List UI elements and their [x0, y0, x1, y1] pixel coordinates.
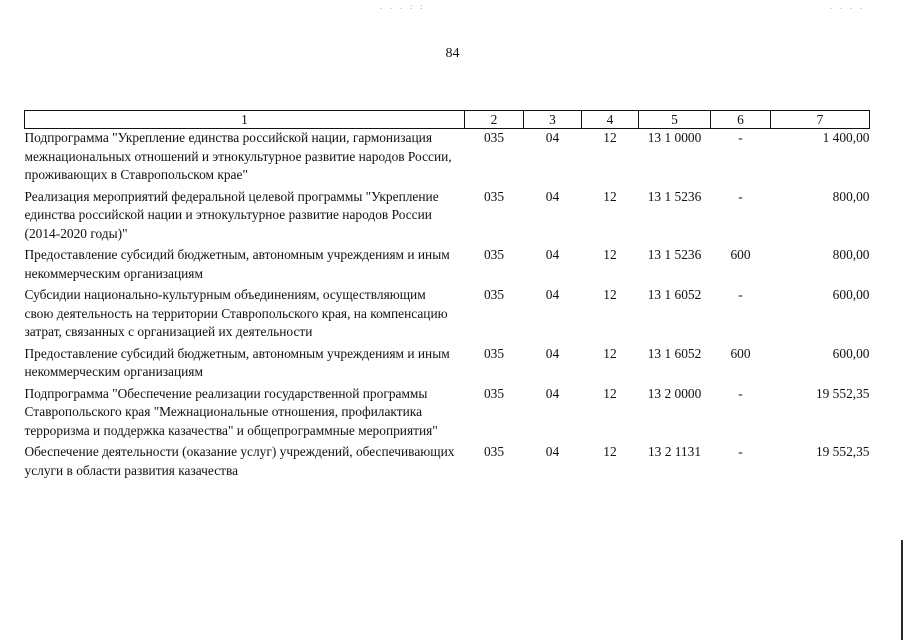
- ministry-code: 035: [483, 345, 505, 361]
- budget-table: [24, 110, 870, 483]
- ministry-code: 035: [483, 247, 505, 262]
- column-header: 7: [771, 111, 870, 129]
- row-description: Обеспечение деятельности (оказание услуг) учреждений, обеспечивающих услуги в области развития казачества: [24, 444, 455, 478]
- target-article-code: 13 2 1131: [647, 444, 702, 459]
- expense-type-code: -: [738, 444, 743, 459]
- section-code: 04: [545, 444, 560, 459]
- ministry-code: 035: [483, 130, 505, 145]
- ministry-code: 035: [483, 444, 505, 459]
- amount: 19 552,35: [815, 444, 870, 459]
- column-header: 2: [465, 111, 524, 129]
- target-article-code: 13 1 0000: [647, 130, 702, 145]
- subsection-code: 12: [603, 287, 617, 302]
- expense-type-code: -: [738, 287, 743, 302]
- scan-edge-mark: [901, 540, 903, 640]
- row-description: Предоставление субсидий бюджетным, автономным учреждениям и иным некоммерческим организациям: [24, 247, 450, 281]
- table-row: [25, 385, 870, 444]
- amount: 800,00: [832, 188, 870, 204]
- row-description: Подпрограмма "Обеспечение реализации государственной программы Ставропольского края "Межнациональные отношения, профилактика терроризма и поддержка казачества" и общепрограммные мероприятия": [24, 385, 438, 438]
- row-description: Подпрограмма "Укрепление единства российской нации, гармонизация межнациональных отношений и этнокультурное развитие народов России, проживающих в Ставропольском крае": [24, 130, 452, 182]
- table-row: [25, 286, 870, 345]
- subsection-code: 12: [603, 247, 617, 262]
- table-row: [25, 246, 870, 286]
- subsection-code: 12: [603, 345, 617, 361]
- section-code: 04: [545, 247, 560, 262]
- scan-noise: . . . : :: [380, 2, 426, 11]
- subsection-code: 12: [603, 444, 617, 459]
- target-article-code: 13 1 6052: [647, 345, 702, 361]
- column-header: 1: [25, 111, 465, 129]
- section-code: 04: [545, 385, 560, 401]
- amount: 600,00: [832, 287, 870, 302]
- ministry-code: 035: [483, 287, 505, 302]
- scan-noise: . . . .: [830, 2, 865, 11]
- amount: 1 400,00: [822, 130, 870, 145]
- target-article-code: 13 1 5236: [647, 188, 702, 204]
- section-code: 04: [545, 130, 560, 145]
- expense-type-code: 600: [730, 247, 751, 262]
- section-code: 04: [545, 188, 560, 204]
- expense-type-code: -: [738, 188, 743, 204]
- subsection-code: 12: [603, 130, 617, 145]
- subsection-code: 12: [603, 385, 617, 401]
- column-header: 6: [711, 111, 771, 129]
- amount: 600,00: [832, 345, 870, 361]
- column-header: 5: [639, 111, 711, 129]
- table-row: [25, 129, 870, 188]
- expense-type-code: 600: [730, 345, 751, 361]
- amount: 800,00: [832, 247, 870, 262]
- target-article-code: 13 1 5236: [647, 247, 702, 262]
- column-header: 4: [582, 111, 639, 129]
- expense-type-code: -: [738, 130, 743, 145]
- subsection-code: 12: [603, 188, 617, 204]
- section-code: 04: [545, 345, 560, 361]
- section-code: 04: [545, 287, 560, 302]
- ministry-code: 035: [483, 188, 505, 204]
- table-row: [25, 188, 870, 247]
- ministry-code: 035: [483, 385, 505, 401]
- target-article-code: 13 2 0000: [647, 385, 702, 401]
- row-description: Реализация мероприятий федеральной целевой программы "Укрепление единства российской нации и этнокультурное развитие народов России (2014-2020 годы)": [24, 188, 439, 241]
- header-row: [25, 111, 870, 129]
- row-description: Субсидии национально-культурным объединениям, осуществляющим свою деятельность на территории Ставропольского края, на компенсацию затрат, связанных с организацией их деятельности: [24, 287, 448, 339]
- expense-type-code: -: [738, 385, 743, 401]
- target-article-code: 13 1 6052: [647, 287, 702, 302]
- page-number: 84: [445, 46, 460, 61]
- column-header: 3: [524, 111, 582, 129]
- row-description: Предоставление субсидий бюджетным, автономным учреждениям и иным некоммерческим организациям: [24, 345, 450, 379]
- table-row: [25, 345, 870, 385]
- table-row: [25, 443, 870, 483]
- amount: 19 552,35: [815, 385, 870, 401]
